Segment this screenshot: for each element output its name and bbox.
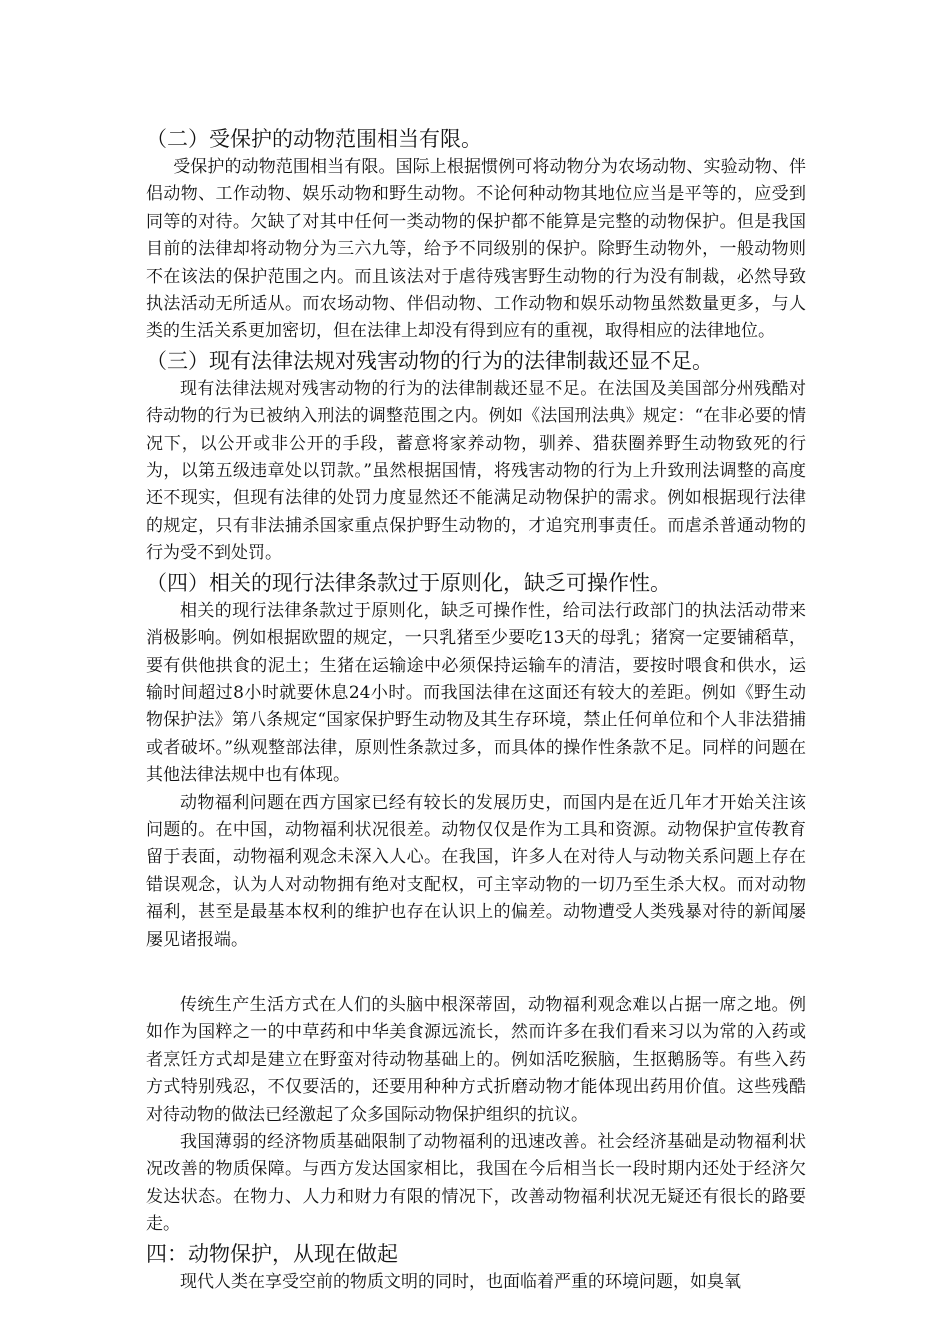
section-4-paragraph-1: 相关的现行法律条款过于原则化，缺乏可操作性，给司法行政部门的执法活动带来消极影响。例如根据欧盟的规定，一只乳猪至少要吃13天的母乳；猪窝一定要铺稻草，要有供他拱食的泥土；生猪在运输途中必须保持运输车的清洁，要按时喂食和供水，运输时间超过8小时就要休息24小时。而我国法律在这面还有较大的差距。例如《野生动物保护法》第八条规定“国家保护野生动物及其生存环境，禁止任何单位和个人非法猎捕或者破坏。”纵观整部法律，原则性条款过多，而具体的操作性条款不足。同样的问题在其他法律法规中也有体现。 xyxy=(146,600,806,786)
document-body xyxy=(146,124,806,1296)
section-heading-3: （三）现有法律法规对残害动物的行为的法律制裁还显不足。 xyxy=(146,348,713,373)
section-2-paragraph: 受保护的动物范围相当有限。国际上根据惯例可将动物分为农场动物、实验动物、伴侣动物、工作动物、娱乐动物和野生动物。不论何种动物其地位应当是平等的，应受到同等的对待。欠缺了对其中任何一类动物的保护都不能算是完整的动物保护。但是我国目前的法律却将动物分为三六九等，给予不同级别的保护。除野生动物外，一般动物则不在该法的保护范围之内。而且该法对于虐待残害野生动物的行为没有制裁，必然导致执法活动无所适从。而农场动物、伴侣动物、工作动物和娱乐动物虽然数量更多，与人类的生活关系更加密切，但在法律上却没有得到应有的重视，取得相应的法律地位。 xyxy=(146,157,806,342)
section-4-paragraph-4: 我国薄弱的经济物质基础限制了动物福利的迅速改善。社会经济基础是动物福利状况改善的物质保障。与西方发达国家相比，我国在今后相当长一段时期内还处于经济欠发达状态。在物力、人力和财力有限的情况下，改善动物福利状况无疑还有很长的路要走。 xyxy=(146,1132,806,1235)
part-heading-4: 四：动物保护，从现在做起 xyxy=(146,1241,398,1266)
section-heading-2: （二）受保护的动物范围相当有限。 xyxy=(146,127,482,151)
section-4-paragraph-2: 动物福利问题在西方国家已经有较长的发展历史，而国内是在近几年才开始关注该问题的。在中国，动物福利状况很差。动物仅仅是作为工具和资源。动物保护宣传教育留于表面，动物福利观念未深入人心。在我国，许多人在对待人与动物关系问题上存在错误观念，认为人对动物拥有绝对支配权，可主宰动物的一切乃至生杀大权。而对动物福利，甚至是最基本权利的维护也存在认识上的偏差。动物遭受人类残暴对待的新闻屡屡见诸报端。 xyxy=(146,792,806,950)
section-4-paragraph-3: 传统生产生活方式在人们的头脑中根深蒂固，动物福利观念难以占据一席之地。例如作为国粹之一的中草药和中华美食源远流长，然而许多在我们看来习以为常的入药或者烹饪方式却是建立在野蛮对待动物基础上的。例如活吃猴脑，生抠鹅肠等。有些入药方式特别残忍，不仅要活的，还要用种种方式折磨动物才能体现出药用价值。这些残酷对待动物的做法已经激起了众多国际动物保护组织的抗议。 xyxy=(146,994,806,1125)
section-3-paragraph: 现有法律法规对残害动物的行为的法律制裁还显不足。在法国及美国部分州残酷对待动物的行为已被纳入刑法的调整范围之内。例如《法国刑法典》规定：“在非必要的情况下，以公开或非公开的手段，蓄意将家养动物，驯养、猎获圈养野生动物致死的行为，以第五级违章处以罚款。”虽然根据国情，将残害动物的行为上升致刑法调整的高度还不现实，但现有法律的处罚力度显然还不能满足动物保护的需求。例如根据现行法律的规定，只有非法捕杀国家重点保护野生动物的，才追究刑事责任。而虐杀普通动物的行为受不到处罚。 xyxy=(146,378,806,564)
part-4-paragraph-1: 现代人类在享受空前的物质文明的同时，也面临着严重的环境问题，如臭氧 xyxy=(180,1271,741,1292)
paragraph-spacer xyxy=(146,954,806,992)
section-heading-4: （四）相关的现行法律条款过于原则化，缺乏可操作性。 xyxy=(146,570,671,595)
